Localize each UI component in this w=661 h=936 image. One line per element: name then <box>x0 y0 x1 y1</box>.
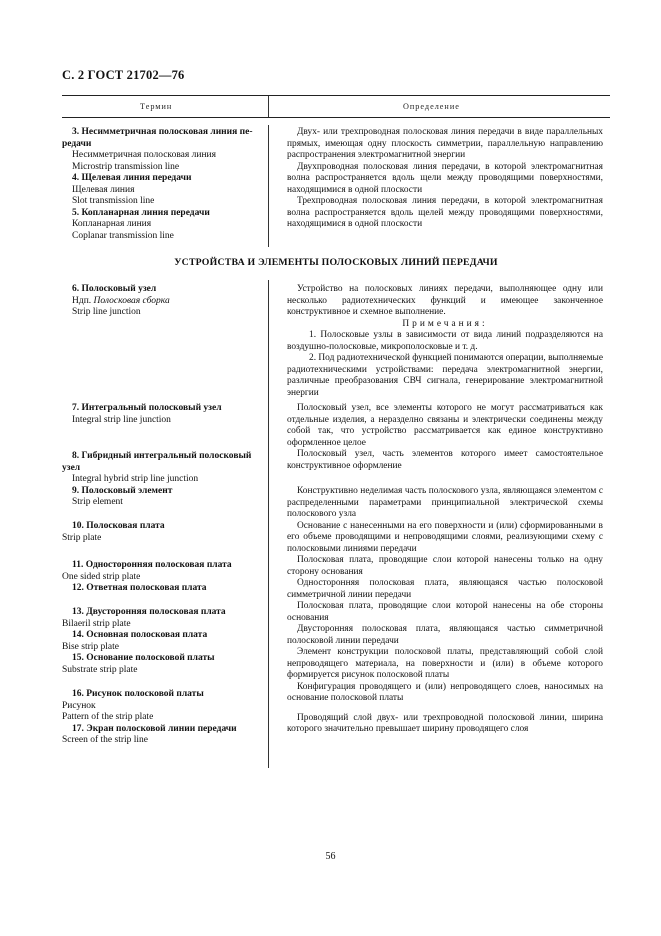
column-divider <box>268 96 269 117</box>
term-7 <box>62 403 264 426</box>
term-8-title-cont: узел <box>62 462 81 473</box>
definition-12: Односторонняя полосковая плата, являющаяся частью полосковой симметричной линии передачи <box>287 578 603 600</box>
term-3-synonym: Несимметричная полосковая линия <box>72 150 216 160</box>
definition-11: Полосковая плата, проводящие слои которой нанесены только на одну сторону основания <box>287 555 603 577</box>
notes-heading: Примечания: <box>402 318 488 329</box>
defs-block-1 <box>287 127 603 231</box>
term-13-15 <box>62 607 264 676</box>
term-5-synonym: Копланарная линия <box>72 219 152 229</box>
term-10-english: Strip plate <box>62 532 102 543</box>
term-14-english: Bise strip plate <box>62 641 119 652</box>
term-16-english: Pattern of the strip plate <box>62 712 154 722</box>
column-divider <box>268 125 269 247</box>
term-17-title: 17. Экран полосковой линии передачи <box>72 723 237 734</box>
term-8-title: 8. Гибридный интегральный полосковый <box>72 451 252 461</box>
term-16-17 <box>62 689 264 747</box>
page-number: 56 <box>325 851 336 862</box>
definition-4: Двухпроводная полосковая линия передачи, в которой электромагнитная волна распространяется вдоль щели между проводящими поверхностями, находящимися в одной плоскости <box>287 161 603 195</box>
definition-14: Двусторонняя полосковая плата, являющаяся частью симметричной полосковой линии передачи <box>287 624 603 646</box>
definition-3: Двух- или трехпроводная полосковая линия передачи в виде параллельных прямых, имеющая одну плоскость симметрии, параллельную направлению распространения электромагнитной энергии <box>287 127 603 160</box>
definitions-9-17 <box>287 486 603 736</box>
definition-10: Основание с нанесенными на его поверхности и (или) сформированными в его объеме проводящими и непроводящими слоями, реализующими схему с полосковыми линиями передачи <box>287 520 603 554</box>
term-6 <box>62 284 264 319</box>
term-15-english: Substrate strip plate <box>62 664 138 675</box>
term-6-deprecated <box>62 296 264 308</box>
definition-13: Полосковая плата, проводящие слои которой нанесены на обе стороны основания <box>287 601 603 623</box>
definition-16: Конфигурация проводящего и (или) непроводящего слоев, наносимых на основание полосковой платы <box>287 681 603 703</box>
term-3-english: Microstrip transmission line <box>72 161 180 172</box>
term-6-english: Strip line junction <box>72 307 141 317</box>
term-4-english: Slot transmission line <box>72 196 155 206</box>
definition-15: Элемент конструкции полосковой платы, представляющий собой слой непроводящего материала, на поверхности и (или) в объеме которого формируется рисунок полосковой платы <box>287 647 603 680</box>
definition-5: Трехпроводная полосковая линия передачи, в которой электромагнитная волна распространяется вдоль щелей между проводящими поверхностями, находящимися в одной плоскости <box>287 196 603 229</box>
definition-7-block <box>287 403 603 472</box>
column-header-term: Термин <box>140 102 173 111</box>
definition-6: Устройство на полосковых линиях передачи, выполняющее одну или несколько радиотехнических функций и имеющее законченное конструктивное и схемное выполнение. <box>287 284 603 317</box>
term-9-title: 9. Полосковый элемент <box>72 485 173 496</box>
definition-6-block <box>287 284 603 399</box>
term-12-title: 12. Ответная полосковая плата <box>72 583 207 593</box>
term-16-title: 16. Рисунок полосковой платы <box>72 689 204 699</box>
definition-9: Конструктивно неделимая часть полоскового узла, являющаяся элементом с распределенными параметрами принципиальной электрической схемы полоскового узла <box>287 486 603 519</box>
term-9-english: Strip element <box>72 497 123 507</box>
deprecated-term: Полосковая сборка <box>93 295 170 306</box>
term-8 <box>62 451 264 509</box>
terms-block-1 <box>62 127 264 242</box>
term-5-english: Coplanar transmission line <box>72 230 174 241</box>
term-14-title: 14. Основная полосковая плата <box>72 630 208 640</box>
term-11-english: One sided strip plate <box>62 571 141 582</box>
term-15-title: 15. Основание полосковой платы <box>72 653 215 663</box>
term-13-title: 13. Двусторонняя полосковая плата <box>72 607 226 617</box>
column-divider <box>268 280 269 768</box>
term-7-english: Integral strip line junction <box>72 414 171 425</box>
definition-17: Проводящий слой двух- или трехпроводной полосковой линии, ширина которого значительно превышает ширину проводящего слоя <box>287 712 603 734</box>
term-10-title: 10. Полосковая плата <box>72 521 165 531</box>
term-8-english: Integral hybrid strip line junction <box>72 474 199 484</box>
note-2: 2. Под радиотехнической функцией понимаются операции, выполняемые радиотехническими устройствами: передача электромагнитной энергии, различные преобразования СВЧ сигнала, генерирование электромагнитной энергии <box>287 353 603 398</box>
term-10 <box>62 521 264 544</box>
definition-7: Полосковый узел, все элементы которого не могут рассматриваться как отдельные изделия, а неразделно связаны и электрически соединены между собой так, что устройство рассматривается как единое конструктивно оформленное целое <box>287 403 603 448</box>
deprecated-label: Ндп. <box>72 295 92 306</box>
table-header-rule <box>62 117 610 118</box>
definition-8: Полосковый узел, часть элементов которого имеет самостоятельное конструктивное оформление <box>287 449 603 471</box>
page-header: С. 2 ГОСТ 21702—76 <box>62 68 185 82</box>
term-4-title: 4. Щелевая линия передачи <box>72 173 192 183</box>
term-3-title-cont: редачи <box>62 138 92 149</box>
table-top-rule <box>62 95 610 96</box>
section-title: УСТРОЙСТВА И ЭЛЕМЕНТЫ ПОЛОСКОВЫХ ЛИНИЙ ПЕРЕДАЧИ <box>174 257 498 268</box>
term-11-12 <box>62 560 264 595</box>
column-header-definition: Определение <box>403 102 460 111</box>
term-16-synonym: Рисунок <box>62 700 96 711</box>
term-5-title: 5. Копланарная линия передачи <box>72 207 210 218</box>
term-11-title: 11. Односторонняя полосковая плата <box>72 560 232 570</box>
term-13-english: Bilaeril strip plate <box>62 618 131 629</box>
term-3-title: 3. Несимметричная полосковая линия пе- <box>72 127 253 137</box>
term-17-english: Screen of the strip line <box>62 735 149 745</box>
term-6-title: 6. Полосковый узел <box>72 284 157 294</box>
term-4-synonym: Щелевая линия <box>72 184 135 195</box>
note-1: 1. Полосковые узлы в зависимости от вида линий подразделяются на воздушно-полосковые, микрополосковые и т. д. <box>287 330 603 352</box>
term-7-title: 7. Интегральный полосковый узел <box>72 403 222 413</box>
spacer <box>287 705 603 713</box>
